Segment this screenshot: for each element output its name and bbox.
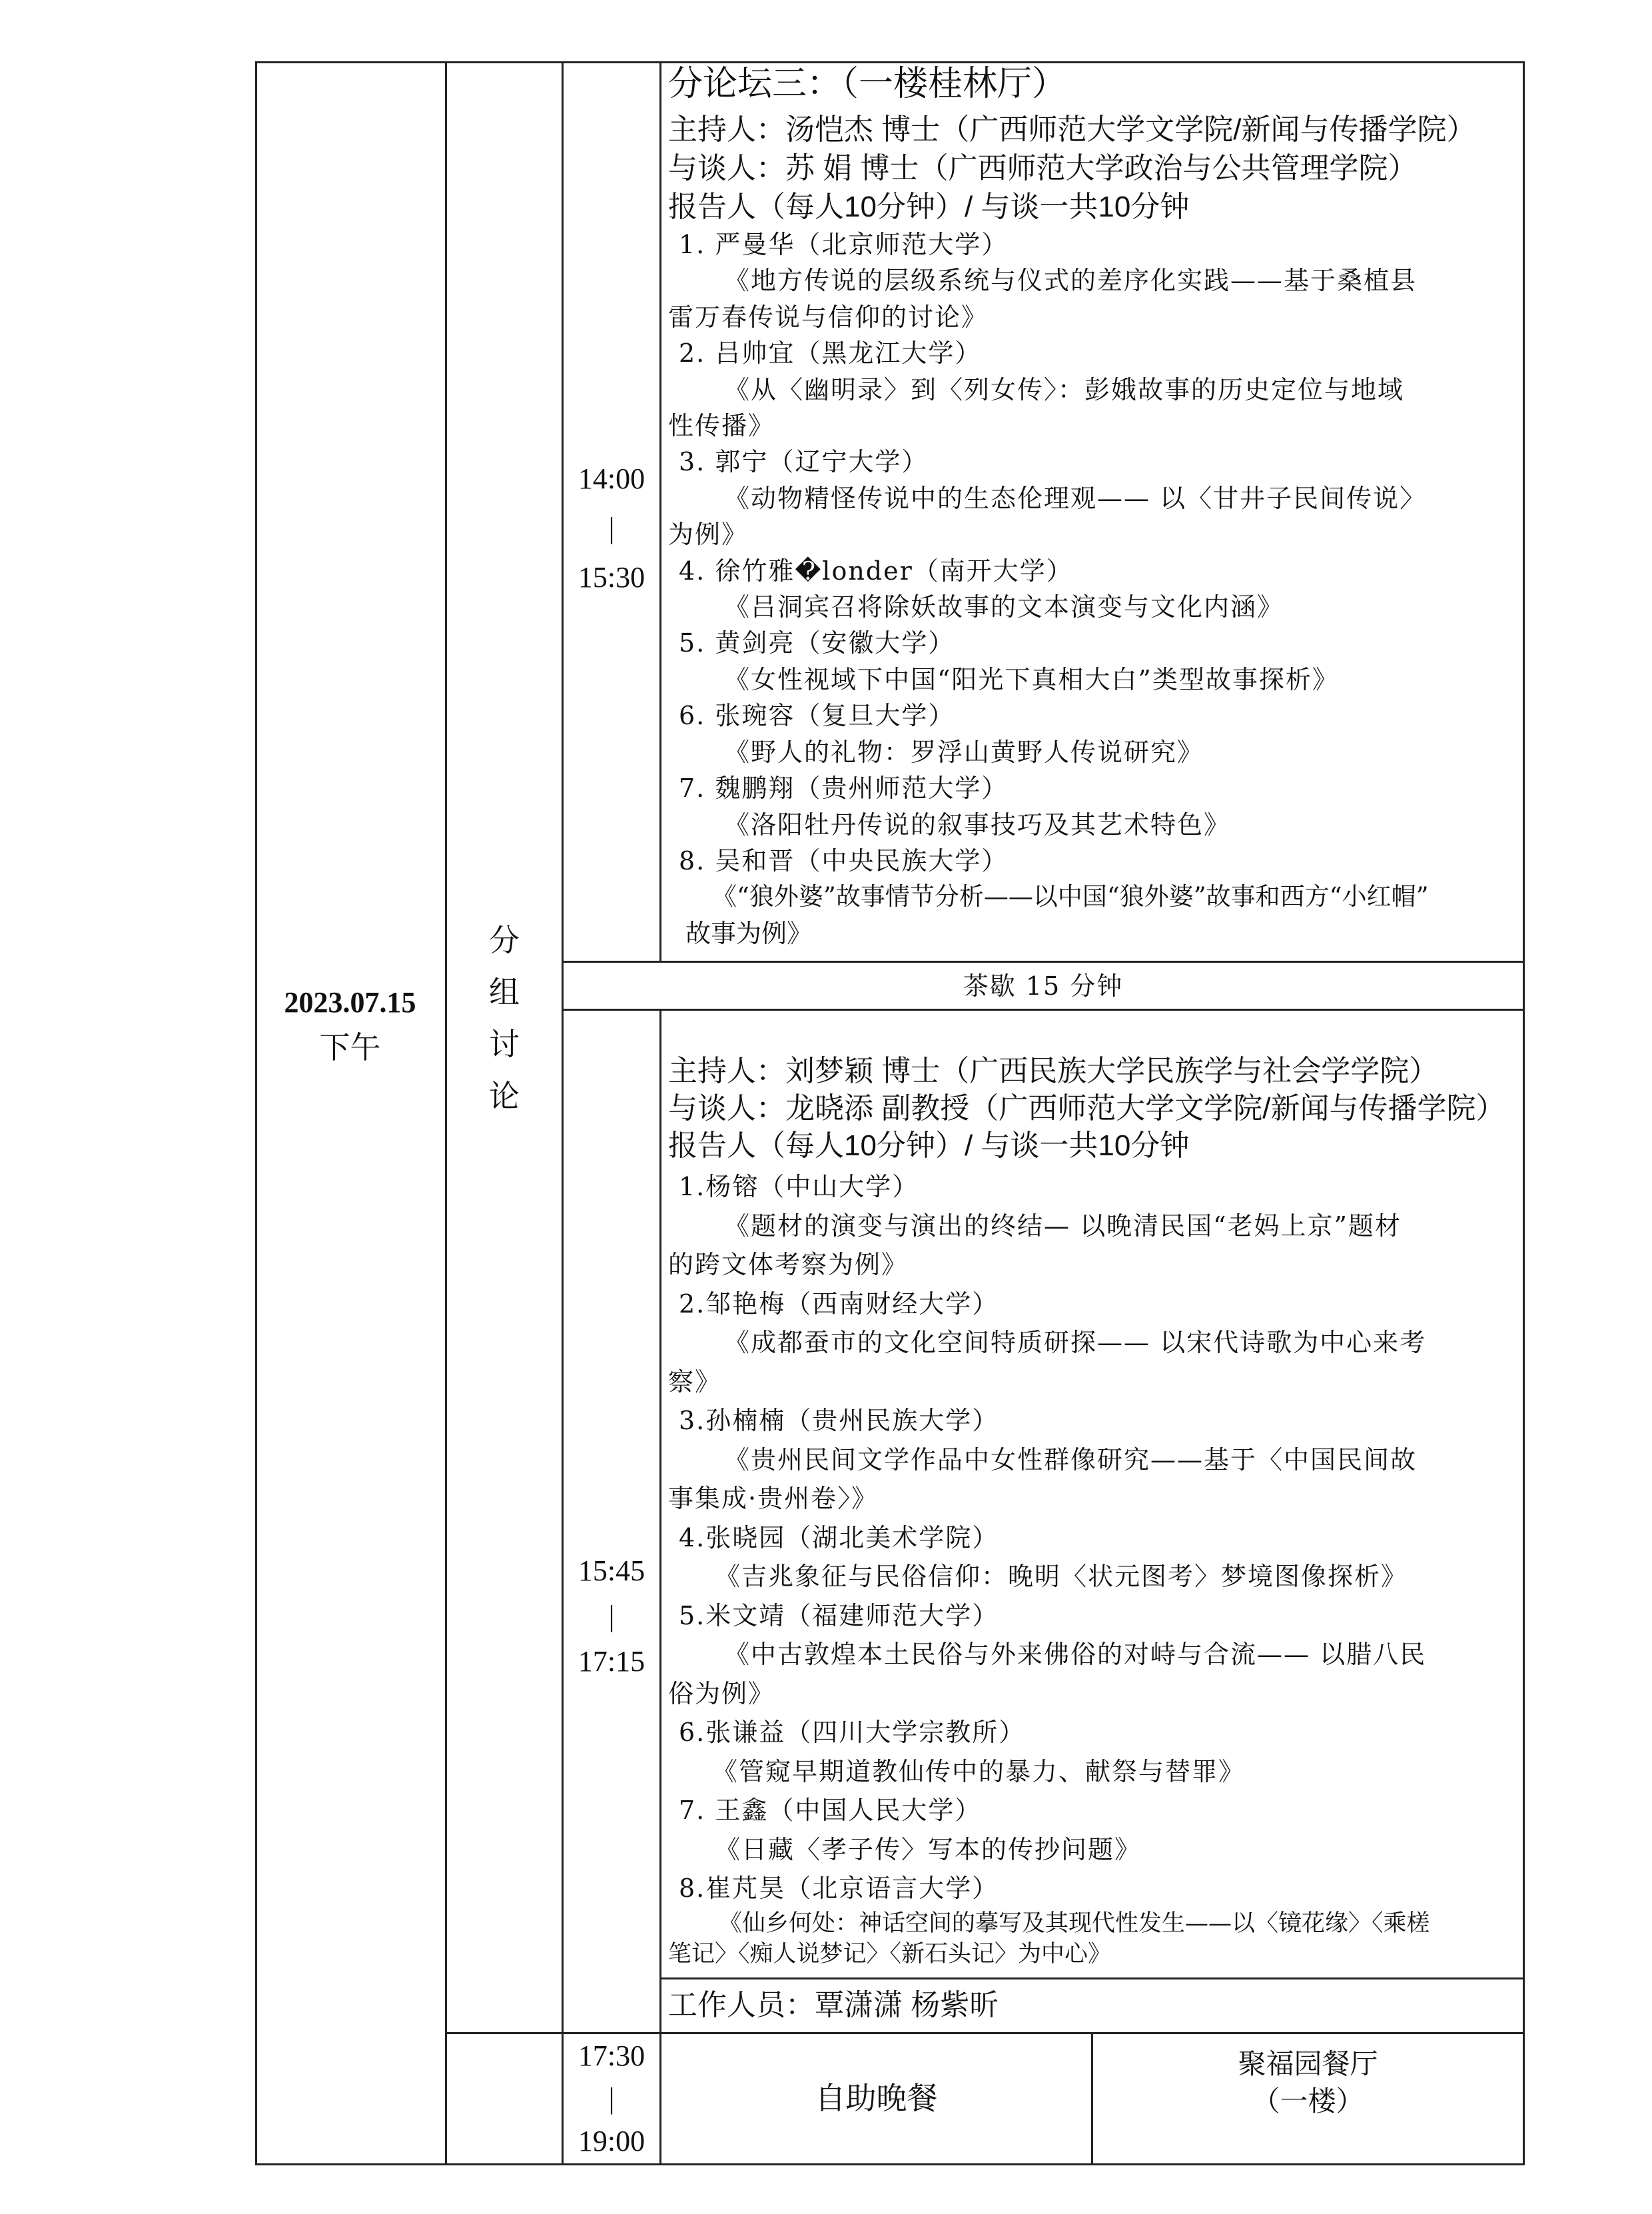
paper-title: 《贵州民间文学作品中女性群像研究——基于〈中国民间故 <box>724 1444 1418 1474</box>
time-end: 17:15 <box>578 1645 645 1678</box>
session2-discussant: 与谈人：龙晓添 副教授（广西师范大学文学院/新闻与传播学院） <box>668 1092 1505 1125</box>
paper-title: 《管窥早期道教仙传中的暴力、献祭与替罪》 <box>712 1756 1246 1786</box>
time-separator: | <box>608 512 615 544</box>
session2-entries <box>668 1167 1511 1969</box>
session1-time <box>564 454 659 602</box>
row-divider-break-top <box>562 961 1525 963</box>
speaker: 7. 王鑫（中国人民大学） <box>679 1796 982 1825</box>
forum-title: 分论坛三：（一楼桂林厅） <box>668 65 1067 103</box>
speaker: 2.邹艳梅（西南财经大学） <box>679 1289 999 1319</box>
session2-rule: 报告人（每人10分钟）/ 与谈一共10分钟 <box>668 1129 1190 1162</box>
dinner-time <box>564 2035 659 2163</box>
speaker: 6.张谦益（四川大学宗教所） <box>679 1718 1026 1747</box>
time-start: 17:30 <box>578 2039 645 2072</box>
paper-title: 《从〈幽明录〉到〈列女传〉：彭娥故事的历史定位与地域 <box>724 374 1405 404</box>
tea-break: 茶歇 15 分钟 <box>963 971 1124 1001</box>
time-separator: | <box>608 1600 615 1632</box>
speaker: 1.杨镕（中山大学） <box>679 1172 919 1201</box>
paper-title: 《野人的礼物：罗浮山黄野人传说研究》 <box>724 737 1204 767</box>
paper-title-cont: 察》 <box>668 1367 722 1396</box>
paper-title: 《成都蚕市的文化空间特质研探—— 以宋代诗歌为中心来考 <box>724 1328 1427 1357</box>
paper-title: 《地方传说的层级系统与仪式的差序化实践——基于桑植县 <box>724 266 1418 296</box>
dinner-venue <box>1093 2045 1523 2120</box>
paper-title: 《洛阳牡丹传说的叙事技巧及其艺术特色》 <box>724 810 1231 839</box>
category-char: 组 <box>489 974 520 1010</box>
session1-host: 主持人：汤恺杰 博士（广西师范大学文学院/新闻与传播学院） <box>668 113 1476 146</box>
date-cell <box>255 985 445 1067</box>
speaker: 7. 魏鹏翔（贵州师范大学） <box>679 774 1009 804</box>
speaker: 2. 吕帅宜（黑龙江大学） <box>679 338 982 368</box>
paper-title: 《中古敦煌本土民俗与外来佛俗的对峙与合流—— 以腊八民 <box>724 1640 1427 1669</box>
speaker: 5. 黄剑亮（安徽大学） <box>679 628 955 658</box>
session1-rule: 报告人（每人10分钟）/ 与谈一共10分钟 <box>668 191 1190 223</box>
paper-title-cont: 性传播》 <box>668 411 775 441</box>
date-text: 2023.07.15 <box>284 986 416 1019</box>
column-divider-time-s2 <box>659 1009 661 2163</box>
speaker: 5.米文靖（福建师范大学） <box>679 1600 999 1630</box>
category-char: 讨 <box>489 1026 520 1062</box>
session2-time <box>564 1548 659 1684</box>
paper-title: 《动物精怪传说中的生态伦理观—— 以〈甘井子民间传说〉 <box>724 483 1427 513</box>
time-start: 15:45 <box>578 1554 645 1587</box>
paper-title: 《仙乡何处：神话空间的摹写及其现代性发生——以〈镜花缘〉〈乘槎 <box>719 1910 1430 1937</box>
session1-entries <box>668 227 1511 951</box>
category-cell <box>447 914 562 1122</box>
speaker: 3.孙楠楠（贵州民族大学） <box>679 1406 999 1435</box>
speaker: 8. 吴和晋（中央民族大学） <box>679 845 1009 875</box>
speaker: 4. 徐竹雅�londer（南开大学） <box>679 556 1073 586</box>
paper-title-cont: 俗为例》 <box>668 1678 775 1708</box>
paper-title-cont: 为例》 <box>668 520 749 550</box>
column-divider-time-s1 <box>659 61 661 962</box>
column-divider-category <box>562 61 564 2163</box>
venue-name: 聚福园餐厅 <box>1238 2047 1378 2080</box>
speaker: 1. 严曼华（北京师范大学） <box>679 230 1009 259</box>
paper-title-cont: 事集成·贵州卷〉》 <box>668 1484 879 1513</box>
staff-line: 工作人员：覃潇潇 杨紫昕 <box>668 1989 999 2021</box>
session2-host: 主持人：刘梦颖 博士（广西民族大学民族学与社会学学院） <box>668 1055 1439 1087</box>
category-char: 分 <box>489 922 520 958</box>
paper-title: 《题材的演变与演出的终结— 以晚清民国“老妈上京”题材 <box>724 1211 1402 1241</box>
paper-title: 《吕洞宾召将除妖故事的文本演变与文化内涵》 <box>724 592 1284 622</box>
paper-title-cont: 故事为例》 <box>685 918 813 948</box>
row-divider-dinner <box>445 2032 1525 2034</box>
time-end: 15:30 <box>578 561 645 594</box>
paper-title: 《日藏〈孝子传〉写本的传抄问题》 <box>715 1834 1142 1864</box>
schedule-table <box>255 61 1525 2165</box>
speaker: 6. 张琬容（复旦大学） <box>679 701 955 731</box>
paper-title: 《女性视域下中国“阳光下真相大白”类型故事探析》 <box>724 664 1339 694</box>
time-separator: | <box>608 2082 615 2115</box>
speaker: 8.崔芃昊（北京语言大学） <box>679 1874 999 1903</box>
paper-title: 《“狼外婆”故事情节分析——以中国“狼外婆”故事和西方“小红帽” <box>712 882 1429 911</box>
row-divider-break-bottom <box>562 1009 1525 1011</box>
venue-floor: （一楼） <box>1252 2085 1364 2117</box>
period-text: 下午 <box>319 1029 381 1065</box>
paper-title: 《吉兆象征与民俗信仰：晚明〈状元图考〉梦境图像探析》 <box>715 1562 1408 1591</box>
dinner-activity: 自助晚餐 <box>815 2080 938 2116</box>
time-start: 14:00 <box>578 462 645 495</box>
speaker: 3. 郭宁（辽宁大学） <box>679 447 929 477</box>
row-divider-staff <box>659 1977 1525 1979</box>
paper-title-cont: 笔记〉〈痴人说梦记〉〈新石头记〉为中心》 <box>668 1940 1112 1967</box>
time-end: 19:00 <box>578 2125 645 2157</box>
paper-title-cont: 雷万春传说与信仰的讨论》 <box>668 302 989 332</box>
paper-title-cont: 的跨文体考察为例》 <box>668 1250 909 1279</box>
speaker: 4.张晓园（湖北美术学院） <box>679 1522 999 1552</box>
session1-discussant: 与谈人：苏 娟 博士（广西师范大学政治与公共管理学院） <box>668 152 1418 185</box>
category-char: 论 <box>489 1078 520 1114</box>
